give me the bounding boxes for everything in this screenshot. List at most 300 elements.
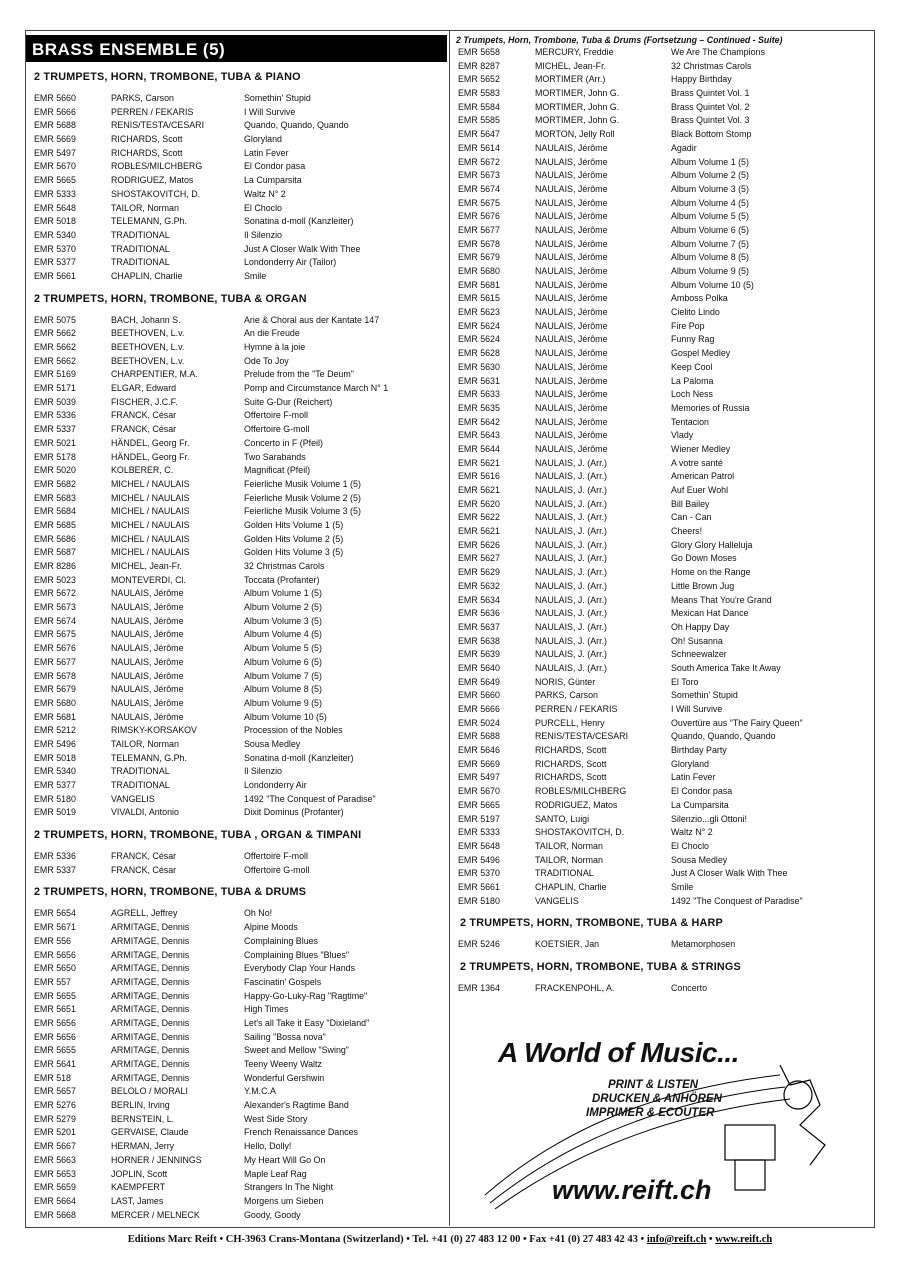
catalog-row: [452, 60, 870, 74]
composer: NAULAIS, J. (Arr.): [535, 621, 607, 632]
catalog-row: [26, 1058, 447, 1072]
catalog-row: [452, 580, 870, 594]
work-title: Alexander's Ragtime Band: [244, 1100, 349, 1111]
composer: TRADITIONAL: [111, 229, 170, 240]
catalog-number: EMR 5669: [34, 134, 76, 145]
work-title: Vlady: [671, 430, 694, 441]
catalog-row: [26, 546, 447, 560]
work-title: Prelude from the "Te Deum": [244, 369, 354, 380]
work-title: I Will Survive: [671, 704, 723, 714]
work-title: Two Sarabands: [244, 451, 306, 462]
catalog-row: [452, 881, 870, 895]
catalog-number: EMR 5675: [34, 629, 76, 640]
composer: RICHARDS, Scott: [535, 745, 607, 756]
catalog-number: EMR 5672: [34, 588, 76, 599]
catalog-row: [452, 279, 870, 293]
page-title: BRASS ENSEMBLE (5): [26, 35, 447, 62]
work-title: Arie & Choral aus der Kantate 147: [244, 314, 380, 325]
composer: NAULAIS, Jérôme: [535, 293, 608, 304]
catalog-row: [26, 1140, 447, 1154]
work-title: American Patrol: [671, 471, 735, 482]
composer: BELOLO / MORALI: [111, 1086, 188, 1097]
composer: NAULAIS, Jérôme: [535, 443, 608, 454]
catalog-row: [452, 525, 870, 539]
composer: NORIS, Günter: [535, 676, 596, 687]
catalog-number: EMR 5583: [458, 88, 500, 99]
composer: PERREN / FEKARIS: [535, 704, 618, 714]
catalog-number: EMR 5650: [34, 963, 76, 974]
work-title: Album Volume 9 (5): [671, 266, 749, 276]
composer: RODRIGUEZ, Matos: [535, 799, 618, 810]
work-title: French Renaissance Dances: [244, 1127, 358, 1138]
catalog-row: [26, 1085, 447, 1099]
work-title: Just A Closer Walk With Thee: [244, 243, 361, 254]
work-title: Offertoire G-moll: [244, 424, 310, 435]
catalog-number: EMR 518: [34, 1072, 71, 1083]
work-title: Agadir: [671, 142, 697, 153]
work-title: Brass Quintet Vol. 1: [671, 88, 750, 99]
catalog-number: EMR 5169: [34, 369, 76, 380]
catalog-row: [26, 656, 447, 670]
composer: NAULAIS, J. (Arr.): [535, 512, 607, 523]
composer: NAULAIS, Jérôme: [111, 656, 184, 667]
catalog-row: [452, 484, 870, 498]
work-title: Sousa Medley: [244, 738, 301, 749]
work-title: Album Volume 8 (5): [244, 684, 322, 695]
composer: RICHARDS, Scott: [535, 772, 607, 783]
catalog-row: [452, 635, 870, 649]
composer: VANGELIS: [535, 895, 579, 906]
catalog-row: [26, 765, 447, 779]
composer: FRANCK, César: [111, 424, 177, 435]
footer-email-link[interactable]: info@reift.ch: [646, 1234, 707, 1245]
catalog-row: [26, 601, 447, 615]
catalog-row: [452, 840, 870, 854]
catalog-row: [26, 697, 447, 711]
catalog-number: EMR 5681: [34, 711, 76, 722]
footer-web-link[interactable]: www.reift.ch: [715, 1234, 773, 1245]
composer: NAULAIS, Jérôme: [111, 697, 184, 708]
work-title: Waltz N° 2: [244, 188, 286, 199]
catalog-row: [26, 396, 447, 410]
catalog-row: [26, 1154, 447, 1168]
composer: NAULAIS, J. (Arr.): [535, 539, 607, 550]
catalog-row: [452, 771, 870, 785]
composer: MICHEL, Jean-Fr.: [535, 60, 607, 71]
catalog-number: EMR 5370: [34, 243, 76, 254]
catalog-row: [452, 938, 870, 952]
work-title: El Choclo: [244, 202, 282, 213]
ad-line-1: PRINT & LISTEN: [608, 1079, 699, 1091]
catalog-row: [26, 935, 447, 949]
right-sections: [452, 917, 870, 995]
footer: [0, 1234, 900, 1245]
composer: NAULAIS, J. (Arr.): [535, 594, 607, 605]
catalog-number: EMR 5651: [34, 1004, 76, 1015]
catalog-number: EMR 5621: [458, 485, 500, 495]
work-title: Album Volume 7 (5): [244, 670, 322, 681]
ad-url[interactable]: www.reift.ch: [552, 1175, 712, 1205]
composer: TAILOR, Norman: [535, 840, 603, 851]
work-title: Mexican Hat Dance: [671, 608, 749, 619]
catalog-number: EMR 5020: [34, 465, 76, 476]
catalog-row: [26, 256, 447, 270]
work-title: Offertoire F-moll: [244, 410, 308, 421]
catalog-row: [452, 292, 870, 306]
catalog-row: [452, 594, 870, 608]
catalog-row: [452, 156, 870, 170]
composer: MERCER / MELNECK: [111, 1209, 200, 1220]
composer: NAULAIS, Jérôme: [111, 711, 184, 722]
work-title: Oh! Susanna: [671, 635, 723, 646]
continued-section-title: 2 Trumpets, Horn, Trombone, Tuba & Drums (Fortsetzung – Continued - Suite): [456, 35, 783, 45]
catalog-number: EMR 5686: [34, 533, 76, 544]
composer: NAULAIS, Jérôme: [535, 197, 608, 208]
composer: ARMITAGE, Dennis: [111, 922, 190, 933]
catalog-number: EMR 5018: [34, 752, 76, 763]
composer: NAULAIS, Jérôme: [535, 361, 608, 372]
continued-rows: [452, 46, 870, 908]
catalog-row: [452, 333, 870, 347]
composer: MERCURY, Freddie: [535, 47, 614, 57]
catalog-row: [26, 492, 447, 506]
catalog-number: EMR 5171: [34, 383, 76, 394]
work-title: Auf Euer Wohl: [671, 485, 729, 495]
section-title: 2 TRUMPETS, HORN, TROMBONE, TUBA & HARP: [460, 917, 723, 930]
catalog-row: [26, 174, 447, 188]
catalog-number: EMR 5614: [458, 142, 500, 153]
catalog-number: EMR 5676: [34, 643, 76, 654]
composer: NAULAIS, Jérôme: [535, 266, 608, 276]
composer: NAULAIS, Jérôme: [535, 183, 608, 194]
catalog-row: [26, 478, 447, 492]
catalog-row: [26, 1003, 447, 1017]
catalog-number: EMR 5639: [458, 649, 500, 660]
work-title: Dixit Dominus (Profanter): [244, 807, 344, 818]
work-title: Schneewalzer: [671, 649, 727, 660]
composer: MORTIMER, John G.: [535, 115, 620, 126]
catalog-row: [452, 648, 870, 662]
catalog-number: EMR 5646: [458, 745, 500, 756]
catalog-number: EMR 5670: [34, 161, 76, 172]
composer: ARMITAGE, Dennis: [111, 1045, 190, 1056]
catalog-number: EMR 5658: [458, 47, 500, 57]
catalog-number: EMR 5675: [458, 197, 500, 208]
catalog-number: EMR 5670: [458, 786, 500, 797]
work-title: Feierliche Musik Volume 2 (5): [244, 492, 361, 503]
composer: ARMITAGE, Dennis: [111, 963, 190, 974]
work-title: Complaining Blues "Blues": [244, 949, 349, 960]
work-title: Sousa Medley: [671, 854, 728, 865]
catalog-number: EMR 5674: [34, 615, 76, 626]
catalog-row: [452, 210, 870, 224]
catalog-row: [26, 793, 447, 807]
work-title: Golden Hits Volume 1 (5): [244, 519, 344, 530]
catalog-number: EMR 5075: [34, 314, 76, 325]
catalog-number: EMR 5672: [458, 156, 500, 167]
work-title: Oh Happy Day: [671, 621, 730, 632]
footer-separator: •: [706, 1234, 716, 1245]
composer: MICHEL / NAULAIS: [111, 492, 190, 503]
section-title: 2 TRUMPETS, HORN, TROMBONE, TUBA & STRINGS: [460, 961, 741, 973]
catalog-number: EMR 5636: [458, 608, 500, 619]
catalog-row: [26, 615, 447, 629]
work-title: La Cumparsita: [671, 799, 729, 810]
catalog-number: EMR 5673: [458, 170, 500, 181]
catalog-row: [26, 1126, 447, 1140]
work-title: Loch Ness: [671, 389, 713, 400]
catalog-row: [452, 676, 870, 690]
catalog-number: EMR 5018: [34, 216, 76, 227]
catalog-number: EMR 5627: [458, 553, 500, 564]
catalog-row: [452, 169, 870, 183]
catalog-row: [452, 552, 870, 566]
catalog-number: EMR 5642: [458, 416, 500, 427]
catalog-number: EMR 5626: [458, 539, 500, 550]
catalog-number: EMR 5180: [458, 895, 500, 906]
catalog-row: [26, 1209, 447, 1223]
work-title: I Will Survive: [244, 106, 296, 117]
catalog-number: EMR 5635: [458, 402, 500, 413]
catalog-row: [26, 1195, 447, 1209]
catalog-number: EMR 5669: [458, 758, 500, 769]
work-title: Go Down Moses: [671, 553, 737, 564]
work-title: My Heart Will Go On: [244, 1154, 326, 1165]
catalog-row: [452, 238, 870, 252]
catalog-row: [452, 306, 870, 320]
catalog-number: EMR 5616: [458, 471, 500, 482]
work-title: Little Brown Jug: [671, 580, 735, 591]
work-title: Ouvertüre aus "The Fairy Queen": [671, 717, 803, 728]
catalog-row: [26, 505, 447, 519]
catalog-number: EMR 5664: [34, 1195, 76, 1206]
composer: ARMITAGE, Dennis: [111, 935, 190, 946]
catalog-number: EMR 5496: [34, 738, 76, 749]
composer: ARMITAGE, Dennis: [111, 990, 190, 1001]
left-column: [26, 30, 447, 1222]
composer: NAULAIS, Jérôme: [535, 320, 608, 331]
work-title: Metamorphosen: [671, 939, 736, 950]
catalog-number: EMR 5631: [458, 375, 500, 386]
catalog-number: EMR 5615: [458, 293, 500, 304]
catalog-number: EMR 557: [34, 976, 71, 987]
catalog-row: [452, 799, 870, 813]
catalog-number: EMR 5021: [34, 437, 76, 448]
catalog-number: EMR 5688: [458, 731, 500, 742]
composer: RODRIGUEZ, Matos: [111, 175, 194, 186]
work-title: Complaining Blues: [244, 935, 318, 946]
catalog-row: [452, 511, 870, 525]
work-title: Happy Birthday: [671, 74, 732, 85]
catalog-number: EMR 5623: [458, 307, 500, 318]
composer: KAEMPFERT: [111, 1182, 166, 1193]
work-title: El Condor pasa: [671, 786, 733, 797]
work-title: Birthday Party: [671, 745, 727, 756]
work-title: Gospel Medley: [671, 348, 731, 359]
work-title: 1492 "The Conquest of Paradise": [671, 895, 803, 906]
catalog-number: EMR 5656: [34, 1031, 76, 1042]
composer: BEETHOVEN, L.v.: [111, 328, 185, 339]
catalog-number: EMR 5662: [34, 342, 76, 352]
catalog-number: EMR 5638: [458, 635, 500, 646]
composer: MORTON, Jelly Roll: [535, 129, 615, 140]
work-title: Bill Bailey: [671, 498, 710, 509]
composer: TAILOR, Norman: [111, 738, 179, 749]
catalog-number: EMR 5655: [34, 1045, 76, 1056]
catalog-number: EMR 5180: [34, 793, 76, 804]
catalog-row: [26, 806, 447, 820]
work-title: Keep Cool: [671, 361, 713, 372]
composer: MONTEVERDI, Cl.: [111, 574, 186, 585]
composer: NAULAIS, Jérôme: [535, 238, 608, 249]
work-title: Everybody Clap Your Hands: [244, 963, 356, 974]
catalog-row: [452, 265, 870, 279]
work-title: Feierliche Musik Volume 1 (5): [244, 478, 361, 489]
catalog-row: [26, 683, 447, 697]
catalog-number: EMR 5681: [458, 279, 500, 290]
catalog-row: [26, 907, 447, 921]
work-title: La Cumparsita: [244, 175, 302, 186]
work-title: Brass Quintet Vol. 2: [671, 101, 750, 112]
work-title: Tentacion: [671, 416, 709, 427]
catalog-number: EMR 5622: [458, 512, 500, 523]
work-title: Album Volume 8 (5): [671, 252, 749, 263]
work-title: Happy-Go-Luky-Rag "Ragtime": [244, 990, 368, 1001]
work-title: We Are The Champions: [671, 47, 765, 57]
composer: NAULAIS, J. (Arr.): [535, 485, 607, 495]
composer: NAULAIS, J. (Arr.): [535, 498, 607, 509]
catalog-row: [452, 662, 870, 676]
advertisement[interactable]: [480, 1035, 840, 1210]
work-title: Cheers!: [671, 526, 703, 537]
catalog-number: EMR 5333: [458, 827, 500, 838]
catalog-number: EMR 5497: [458, 772, 500, 783]
catalog-number: EMR 5340: [34, 229, 76, 240]
composer: MICHEL, Jean-Fr.: [111, 561, 183, 571]
catalog-row: [452, 457, 870, 471]
catalog-row: [452, 416, 870, 430]
work-title: Offertoire G-moll: [244, 864, 310, 875]
catalog-number: EMR 5673: [34, 602, 76, 613]
catalog-number: EMR 5662: [34, 355, 76, 366]
work-title: Funny Rag: [671, 334, 715, 345]
catalog-row: [452, 785, 870, 799]
composer: CHAPLIN, Charlie: [111, 270, 183, 281]
composer: RICHARDS, Scott: [111, 147, 183, 158]
work-title: Wiener Medley: [671, 443, 731, 454]
work-title: Goody, Goody: [244, 1209, 301, 1220]
catalog-number: EMR 5629: [458, 567, 500, 578]
composer: NAULAIS, Jérôme: [111, 615, 184, 626]
composer: CHAPLIN, Charlie: [535, 881, 607, 892]
catalog-number: EMR 5634: [458, 594, 500, 605]
catalog-number: EMR 5652: [458, 74, 500, 85]
composer: TRADITIONAL: [111, 243, 170, 254]
work-title: Fire Pop: [671, 320, 705, 331]
catalog-number: EMR 5246: [458, 939, 500, 950]
catalog-row: [26, 587, 447, 601]
work-title: Sonatina d-moll (Kanzleiter): [244, 216, 354, 227]
composer: SANTO, Luigi: [535, 813, 590, 824]
composer: ARMITAGE, Dennis: [111, 976, 190, 987]
work-title: Gloryland: [671, 758, 709, 769]
catalog-row: [26, 243, 447, 257]
catalog-number: EMR 5621: [458, 526, 500, 537]
work-title: Album Volume 3 (5): [671, 183, 749, 194]
catalog-row: [452, 717, 870, 731]
work-title: Concerto: [671, 983, 708, 993]
work-title: Silenzio...gli Ottoni!: [671, 813, 747, 824]
composer: TAILOR, Norman: [535, 854, 603, 865]
catalog-number: EMR 5679: [34, 684, 76, 695]
composer: TRADITIONAL: [111, 766, 170, 777]
work-title: Londonderry Air (Tailor): [244, 257, 337, 268]
catalog-row: [26, 519, 447, 533]
work-title: Album Volume 10 (5): [244, 711, 327, 722]
catalog-number: EMR 5496: [458, 854, 500, 865]
catalog-number: EMR 5644: [458, 443, 500, 454]
catalog-row: [452, 758, 870, 772]
work-title: 32 Christmas Carols: [244, 561, 325, 571]
catalog-row: [26, 409, 447, 423]
catalog-row: [452, 443, 870, 457]
composer: RENIS/TESTA/CESARI: [535, 731, 629, 742]
work-title: South America Take It Away: [671, 662, 781, 673]
work-title: Smile: [244, 270, 267, 281]
composer: MORTIMER (Arr.): [535, 74, 606, 85]
work-title: Pomp and Circumstance March N° 1: [244, 383, 389, 394]
column-divider: [449, 30, 450, 1226]
catalog-row: [452, 197, 870, 211]
catalog-number: EMR 5666: [458, 704, 500, 714]
section-title: 2 TRUMPETS, HORN, TROMBONE, TUBA , ORGAN & TIMPANI: [34, 829, 362, 842]
catalog-row: [452, 347, 870, 361]
work-title: Sailing "Bossa nova": [244, 1031, 326, 1042]
composer: TELEMANN, G.Ph.: [111, 216, 187, 227]
composer: NAULAIS, Jérôme: [111, 588, 184, 599]
catalog-row: [452, 402, 870, 416]
catalog-number: EMR 5024: [458, 717, 500, 728]
work-title: Album Volume 2 (5): [671, 170, 749, 181]
catalog-number: EMR 5621: [458, 457, 500, 468]
catalog-row: [452, 982, 870, 996]
catalog-number: EMR 5683: [34, 492, 76, 503]
catalog-number: EMR 5657: [34, 1086, 76, 1097]
catalog-row: [452, 895, 870, 909]
composer: NAULAIS, Jérôme: [535, 307, 608, 318]
composer: HORNER / JENNINGS: [111, 1154, 202, 1165]
catalog-number: EMR 5678: [458, 238, 500, 249]
work-title: An die Freude: [244, 328, 300, 339]
catalog-number: EMR 5688: [34, 120, 76, 131]
work-title: Sonatina d-moll (Kanzleiter): [244, 752, 354, 763]
composer: ARMITAGE, Dennis: [111, 949, 190, 960]
composer: TRADITIONAL: [535, 868, 594, 879]
catalog-number: EMR 5628: [458, 348, 500, 359]
catalog-row: [26, 711, 447, 725]
work-title: Album Volume 4 (5): [671, 197, 749, 208]
composer: MICHEL / NAULAIS: [111, 519, 190, 530]
catalog-number: EMR 556: [34, 935, 71, 946]
catalog-number: EMR 5337: [34, 424, 76, 435]
work-title: Fascinatin' Gospels: [244, 976, 322, 987]
composer: NAULAIS, Jérôme: [111, 602, 184, 613]
work-title: Y.M.C.A: [244, 1086, 276, 1097]
catalog-number: EMR 5682: [34, 478, 76, 489]
composer: KOLBERER, C.: [111, 465, 174, 476]
catalog-row: [452, 867, 870, 881]
catalog-number: EMR 5655: [34, 990, 76, 1001]
